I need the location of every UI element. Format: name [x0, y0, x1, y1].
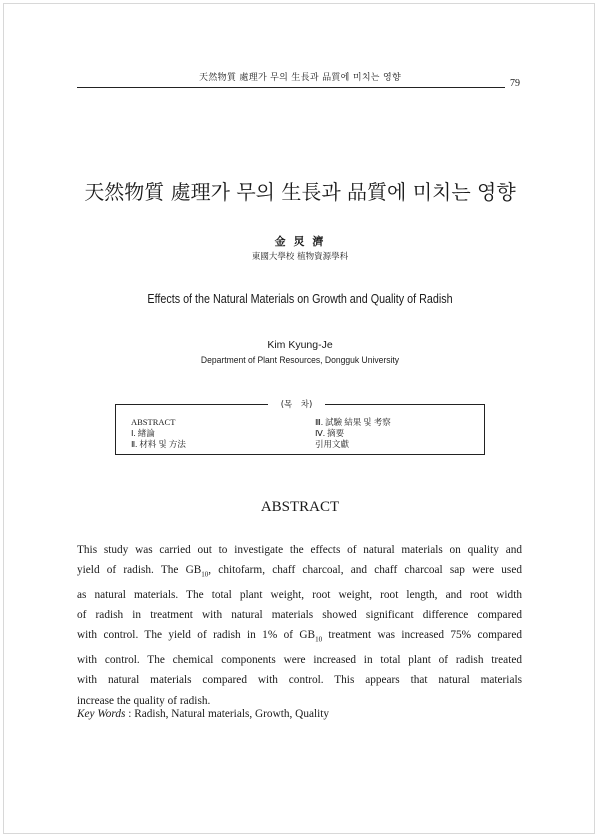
toc-item: Ⅲ. 試驗 結果 및 考察 — [315, 417, 391, 427]
toc-item: Ⅱ. 材料 및 方法 — [131, 439, 186, 449]
keywords-text: Radish, Natural materials, Growth, Quality — [134, 708, 330, 720]
abstract-line: with control. The yield of radish in 1% of $GB_{10}$ treatment was increased 75% compared — [77, 629, 522, 644]
abstract-line: of radish in treatment with natural materials showed significant difference compared — [77, 609, 522, 622]
toc-caption: (목 차) — [280, 400, 313, 410]
toc-column-right — [315, 417, 391, 450]
title-korean: 天然物質 處理가 무의 生長과 品質에 미치는 영향 — [84, 180, 516, 204]
keywords-separator: : — [125, 708, 135, 720]
abstract-line: with natural materials compared with control. This appears that natural materials — [77, 674, 522, 687]
toc-item: Ⅰ. 緖論 — [131, 428, 155, 438]
keywords-label: Key Words — [77, 708, 126, 720]
toc-item: ABSTRACT — [131, 417, 176, 427]
toc-item: 引用文獻 — [315, 439, 350, 449]
keywords — [77, 708, 329, 720]
toc-caption-text: 목 차 — [284, 400, 309, 410]
running-head: 天然物質 處理가 무의 生長과 品質에 미치는 영향 — [199, 73, 401, 83]
title-english: Effects of the Natural Materials on Growth and Quality of Radish — [147, 292, 453, 306]
abstract-line: as natural materials. The total plant weight, root weight, root length, and root width — [77, 588, 522, 601]
author-korean: 金 炅 濟 — [274, 235, 326, 248]
abstract-line: increase the quality of radish. — [77, 694, 211, 707]
page-number: 79 — [510, 78, 520, 89]
abstract-body — [77, 540, 522, 711]
abstract-line: This study was carried out to investigate the effects of natural materials on quality and — [77, 544, 522, 556]
abstract-line: with control. The chemical components were increased in total plant of radish treated — [77, 653, 522, 666]
author-english: Kim Kyung-Je — [267, 339, 333, 351]
abstract-heading: ABSTRACT — [260, 499, 340, 515]
toc-top-rule-right — [325, 404, 485, 405]
toc-column-left — [131, 417, 186, 450]
toc-top-rule-left — [115, 404, 268, 405]
header-rule — [77, 87, 505, 88]
affiliation-korean: 東國大學校 植物資源學科 — [251, 252, 349, 262]
abstract-line: yield of radish. The $GB_{10}$, chitofarm, chaff charcoal, and chaff charcoal sap were used — [77, 564, 522, 579]
affiliation-english: Department of Plant Resources, Dongguk University — [200, 355, 400, 365]
toc-item: Ⅳ. 摘要 — [315, 428, 345, 438]
